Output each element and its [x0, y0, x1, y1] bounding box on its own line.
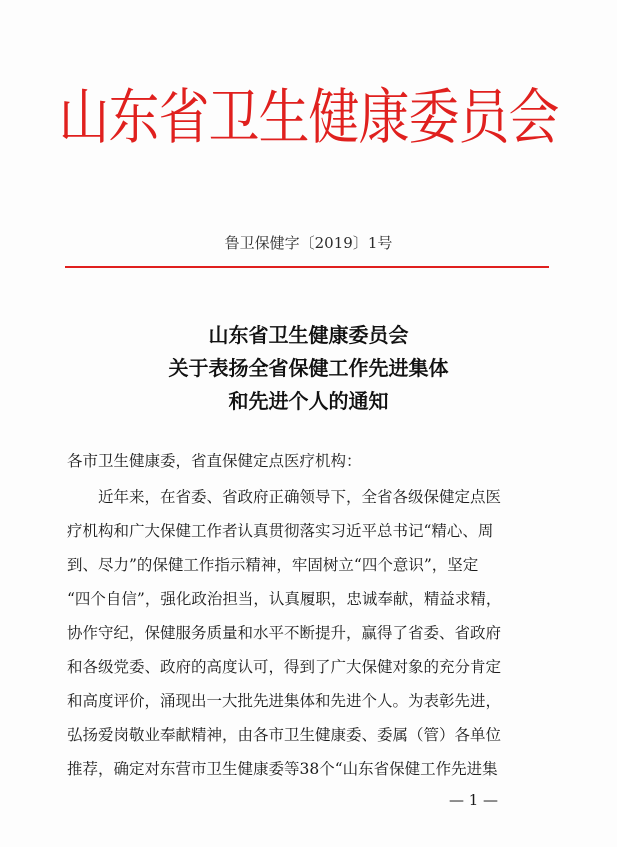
page-number: — 1 —	[448, 791, 499, 809]
document-title-line-1: 山东省卫生健康委员会	[208, 323, 409, 347]
red-divider-line	[65, 266, 549, 268]
body-paragraph-line: 到、尽力”的保健工作指示精神，牢固树立“四个意识”，坚定	[67, 556, 479, 574]
document-title-line-2: 关于表扬全省保健工作先进集体	[168, 356, 449, 380]
body-paragraph-line: 疗机构和广大保健工作者认真贯彻落实习近平总书记“精心、周	[67, 522, 494, 540]
body-paragraph-line: 推荐，确定对东营市卫生健康委等38个“山东省保健工作先进集	[67, 760, 498, 778]
body-paragraph-line: 协作守纪，保健服务质量和水平不断提升，赢得了省委、省政府	[67, 624, 502, 642]
document-title-line-3: 和先进个人的通知	[228, 389, 389, 413]
body-paragraph-line: 和各级党委、政府的高度认可，得到了广大保健对象的充分肯定	[67, 658, 502, 676]
body-paragraph-line: 弘扬爱岗敬业奉献精神，由各市卫生健康委、委属（管）各单位	[67, 726, 502, 744]
addressee-line: 各市卫生健康委，省直保健定点医疗机构：	[67, 452, 362, 470]
issuer-masthead: 山东省卫生健康委员会	[58, 83, 559, 154]
body-paragraph-line: 近年来，在省委、省政府正确领导下，全省各级保健定点医	[98, 488, 502, 506]
document-number: 鲁卫保健字〔2019〕1号	[224, 234, 393, 252]
body-paragraph-line: “四个自信”，强化政治担当，认真履职，忠诚奉献，精益求精，	[67, 590, 502, 608]
body-paragraph-line: 和高度评价，涌现出一大批先进集体和先进个人。为表彰先进，	[67, 692, 502, 710]
